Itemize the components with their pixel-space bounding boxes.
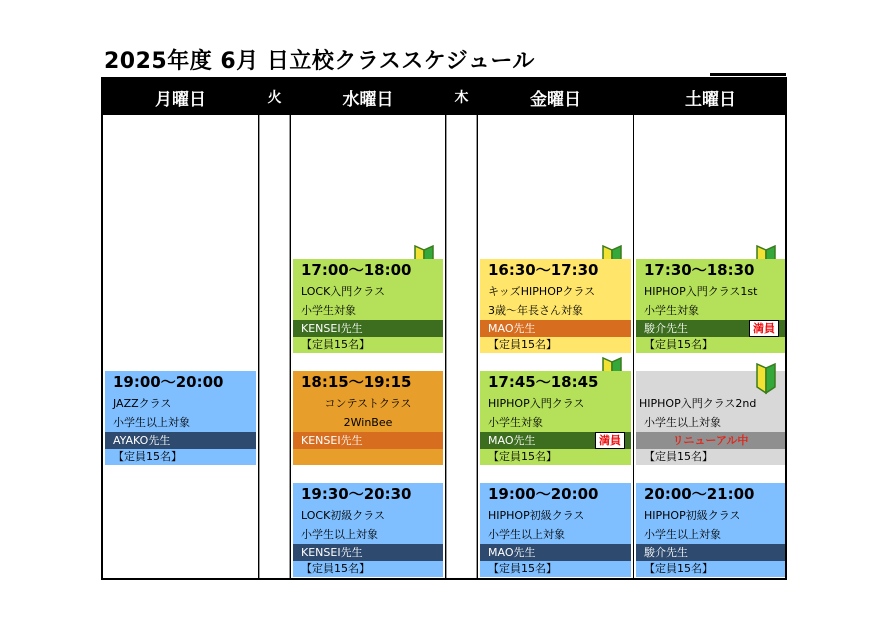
class-target: 小学生対象 [636, 301, 785, 320]
class-block-hiphop-basic-sat[interactable] [636, 483, 785, 577]
class-teacher: KENSEI先生 [293, 544, 443, 561]
class-block-lock-basic[interactable] [293, 483, 443, 577]
class-name: LOCK初級クラス [293, 506, 443, 525]
class-capacity: 【定員15名】 [480, 561, 631, 577]
class-name: HIPHOP入門クラス [480, 394, 631, 413]
class-block-hiphop-intro[interactable] [480, 371, 631, 465]
class-target: 小学生以上対象 [636, 525, 785, 544]
class-name: LOCK入門クラス [293, 282, 443, 301]
class-target: 3歳〜年長さん対象 [480, 301, 631, 320]
class-capacity: 【定員15名】 [636, 561, 785, 577]
class-capacity: 【定員15名】 [644, 450, 713, 463]
header-saturday: 土曜日 [634, 79, 787, 115]
class-name: HIPHOP入門クラス1st [636, 282, 785, 301]
class-target: 2WinBee [343, 416, 393, 429]
header-monday: 月曜日 [103, 79, 258, 115]
class-time: 19:00〜20:00 [480, 483, 631, 506]
class-target: 小学生以上対象 [644, 416, 721, 429]
class-teacher: AYAKO先生 [105, 432, 256, 449]
full-badge: 満員 [595, 432, 625, 449]
title-underline [710, 73, 786, 76]
class-name: JAZZクラス [105, 394, 256, 413]
class-capacity: 【定員15名】 [105, 449, 256, 465]
header-thursday: 木 [446, 79, 477, 115]
class-teacher-row [636, 320, 785, 337]
class-block-hiphop-intro-1st[interactable] [636, 259, 785, 353]
friday-column [478, 115, 633, 578]
class-time: 20:00〜21:00 [636, 483, 785, 506]
class-capacity: 【定員15名】 [480, 449, 631, 465]
class-teacher: MAO先生 [480, 320, 631, 337]
full-badge: 満員 [749, 320, 779, 337]
thursday-column [446, 115, 477, 578]
page-title: 2025年度 6月 日立校クラススケジュール [104, 49, 535, 74]
class-time: 18:15〜19:15 [301, 373, 412, 391]
class-capacity: 【定員15名】 [636, 337, 785, 353]
class-block-kids-hiphop[interactable] [480, 259, 631, 353]
header-wednesday: 水曜日 [291, 79, 445, 115]
class-block-lock-intro[interactable] [293, 259, 443, 353]
schedule-table [101, 77, 787, 580]
wednesday-column [291, 115, 445, 578]
class-teacher: KENSEI先生 [293, 320, 443, 337]
class-capacity: 【定員15名】 [293, 561, 443, 577]
class-target: 小学生以上対象 [105, 413, 256, 432]
class-block-hiphop-basic[interactable] [480, 483, 631, 577]
class-target: 小学生対象 [480, 413, 631, 432]
header-friday: 金曜日 [478, 79, 633, 115]
class-time: 17:00〜18:00 [293, 259, 443, 282]
class-teacher: MAO先生 [480, 544, 631, 561]
class-capacity: 【定員15名】 [293, 337, 443, 353]
class-block-jazz[interactable] [105, 371, 256, 465]
class-teacher: MAO先生 [488, 434, 536, 447]
class-name: キッズHIPHOPクラス [480, 282, 631, 301]
class-time: 16:30〜17:30 [480, 259, 631, 282]
beginner-mark-icon [755, 363, 777, 395]
class-target: 小学生以上対象 [480, 525, 631, 544]
class-time: 17:45〜18:45 [480, 371, 631, 394]
class-teacher: 駿介先生 [644, 322, 688, 335]
class-name: HIPHOP初級クラス [480, 506, 631, 525]
renewal-notice: リニューアル中 [636, 432, 785, 449]
class-capacity: 【定員15名】 [480, 337, 631, 353]
saturday-column [634, 115, 787, 578]
class-time: 19:00〜20:00 [105, 371, 256, 394]
class-block-contest[interactable] [293, 371, 443, 465]
class-block-hiphop-intro-2nd[interactable] [636, 371, 785, 465]
class-time: 19:30〜20:30 [293, 483, 443, 506]
header-tuesday: 火 [259, 79, 290, 115]
class-target: 小学生以上対象 [293, 525, 443, 544]
class-target: 小学生対象 [293, 301, 443, 320]
class-name: HIPHOP入門クラス2nd [639, 397, 757, 410]
class-time: 17:30〜18:30 [636, 259, 785, 282]
class-name: HIPHOP初級クラス [636, 506, 785, 525]
tuesday-column [259, 115, 290, 578]
class-name: コンテストクラス [324, 397, 412, 410]
class-teacher: 駿介先生 [636, 544, 785, 561]
class-teacher-row [480, 432, 631, 449]
class-teacher: KENSEI先生 [293, 432, 443, 449]
monday-column [103, 115, 258, 578]
